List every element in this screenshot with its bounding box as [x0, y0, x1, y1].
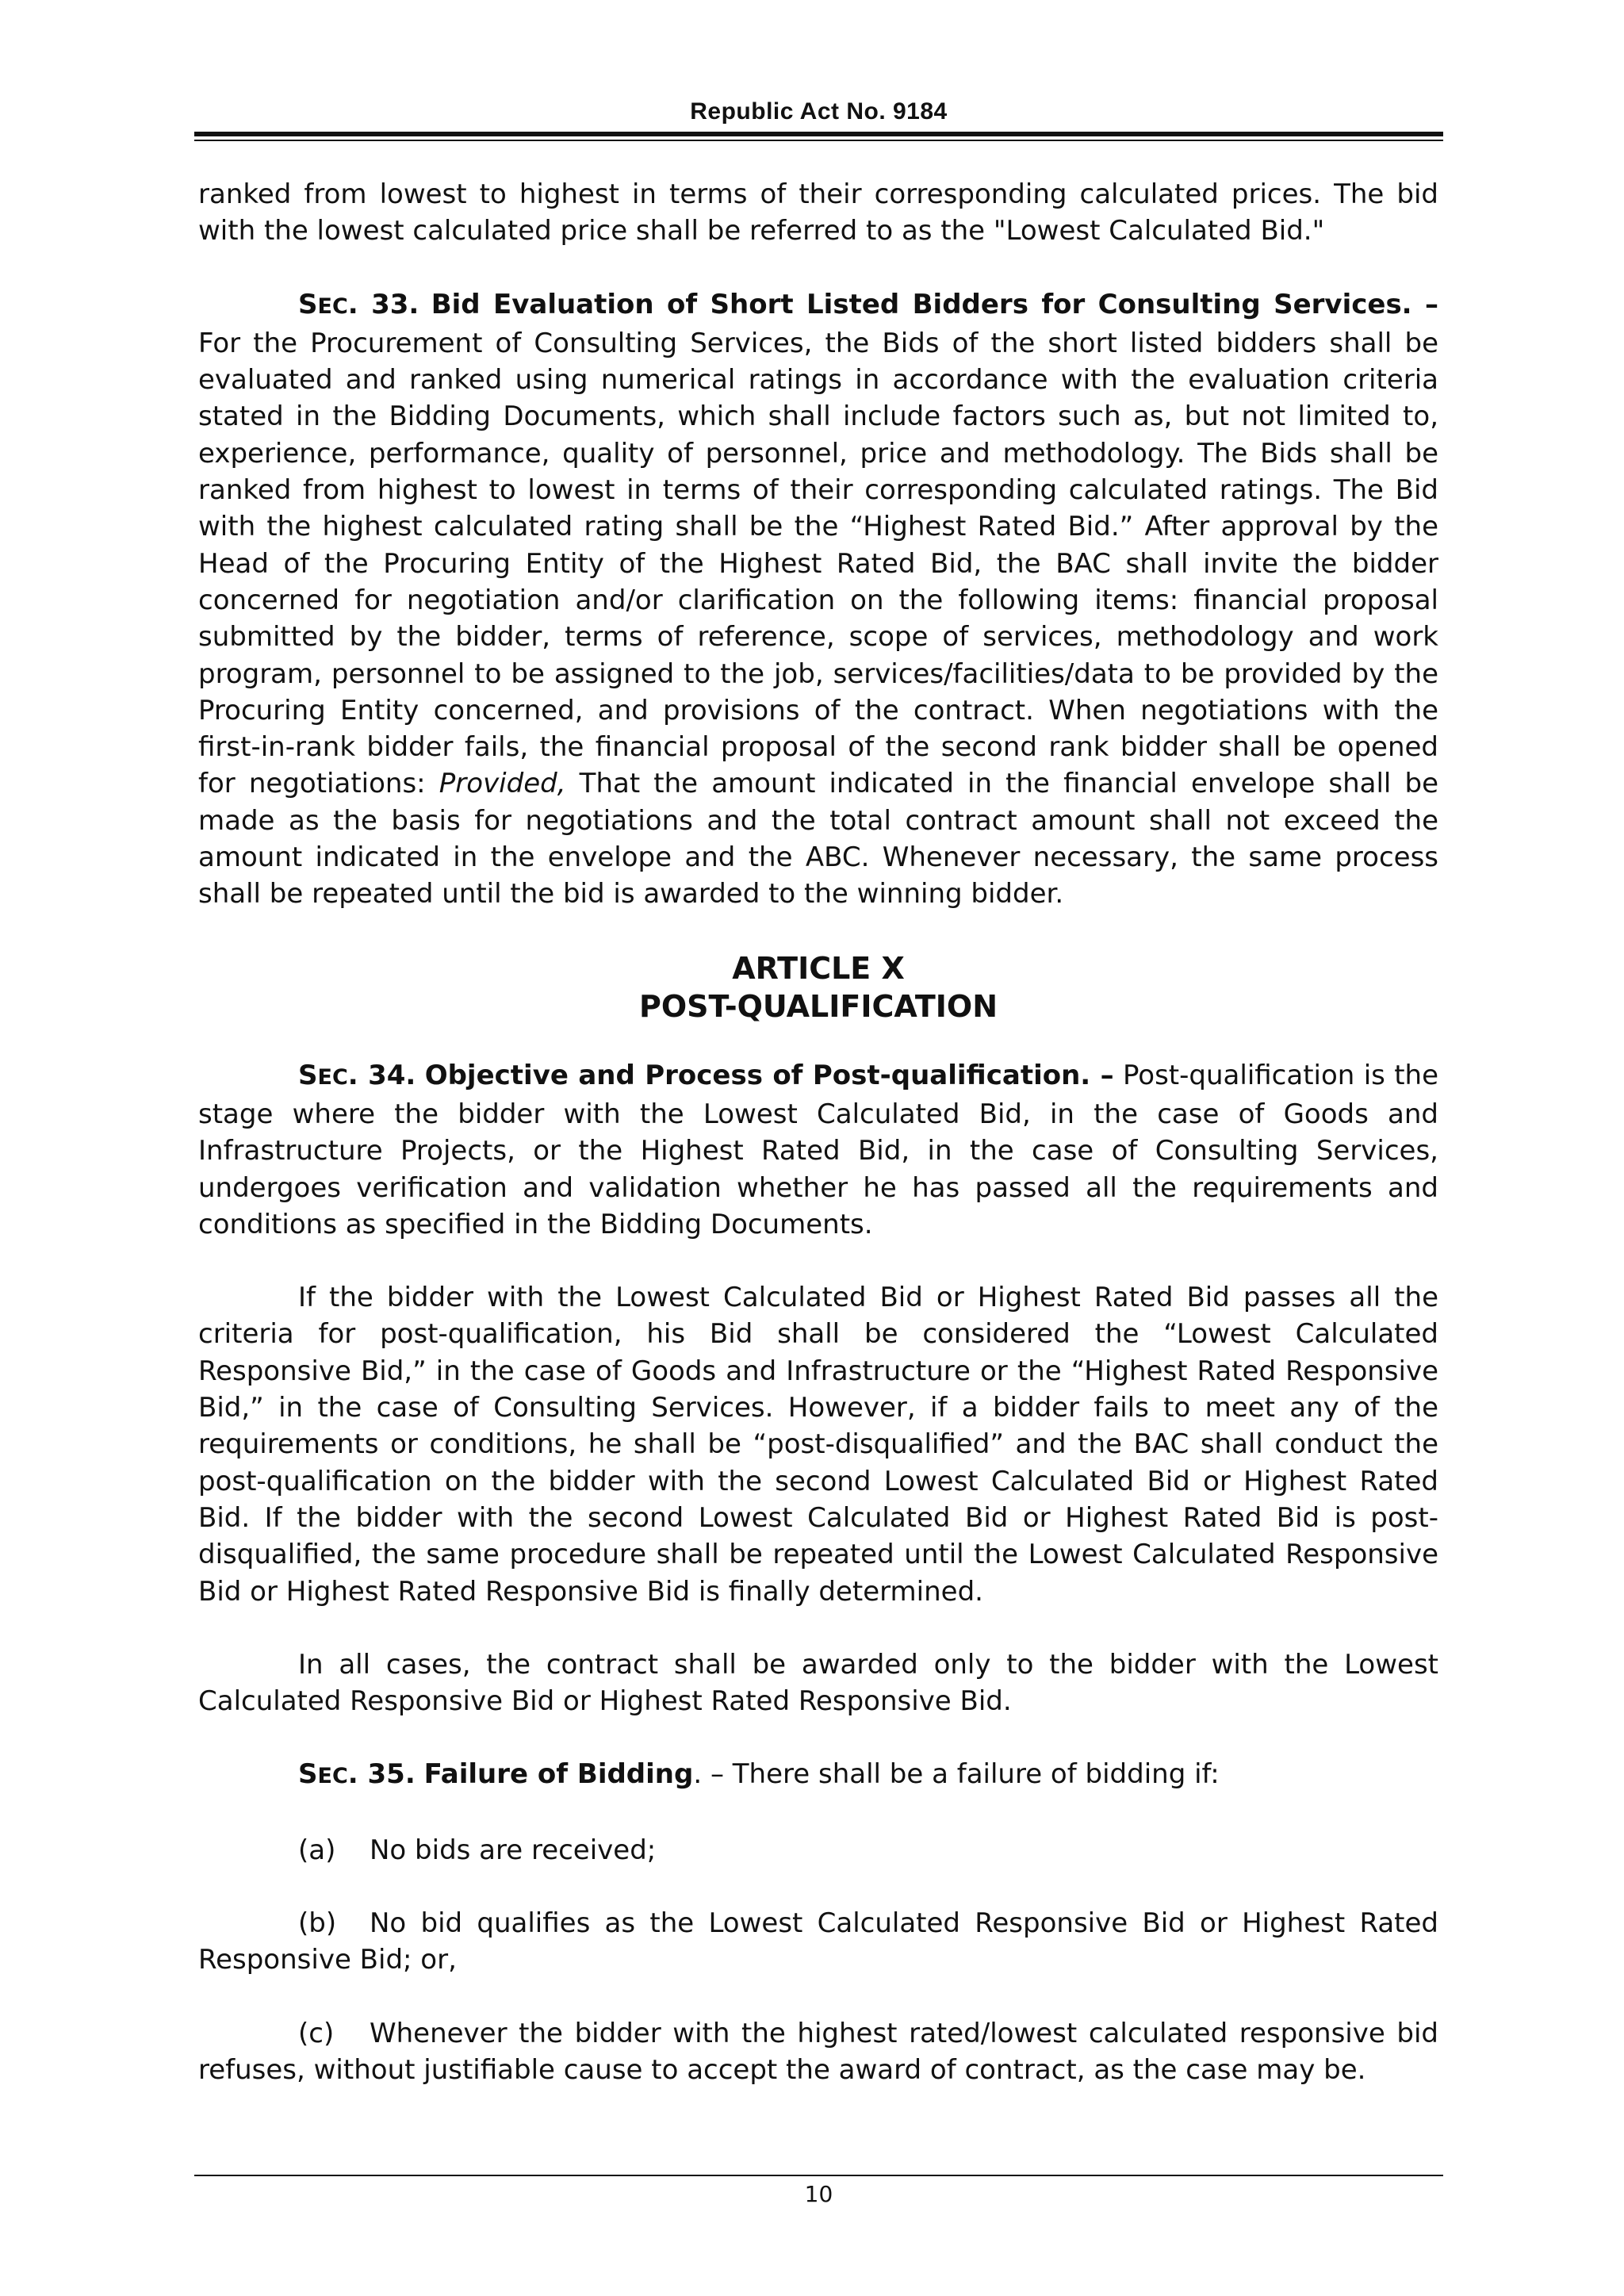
section-34-paragraph: [198, 1057, 1438, 1243]
list-item: [198, 1905, 1438, 1979]
section-35-paragraph: [198, 1756, 1438, 1795]
page-content: [198, 176, 1438, 2125]
footer-rule: [194, 2175, 1443, 2176]
section-33-title: Bid Evaluation of Short Listed Bidders for Consulting Services. –: [431, 288, 1438, 320]
header-title: Republic Act No. 9184: [690, 98, 948, 125]
header-rule: [194, 132, 1443, 136]
section-33-label: SEC. 33.: [298, 288, 419, 320]
article-number: ARTICLE X: [732, 950, 905, 986]
section-34-paragraph-2: If the bidder with the Lowest Calculated Bid or Highest Rated Bid passes all the criteria for post-qualification, his Bid shall be considered the “Lowest Calculated Responsive Bid,” in the case of Goods and Infrastructure or the “Highest Rated Responsive Bid,” in the case of Consulting Services. However, if a bidder fails to meet any of the requirements or conditions, he shall be “post-disqualified” and the BAC shall conduct the post-qualification on the bidder with the second Lowest Calculated Bid or Highest Rated Bid. If the bidder with the second Lowest Calculated Bid or Highest Rated Bid is post-disqualified, the same procedure shall be repeated until the Lowest Calculated Responsive Bid or Highest Rated Responsive Bid is finally determined.: [198, 1282, 1438, 1608]
header-rule-secondary: [194, 140, 1443, 141]
section-35-text: . – There shall be a failure of bidding if:: [693, 1758, 1220, 1791]
section-33-paragraph: [198, 286, 1438, 913]
article-heading: [198, 949, 1438, 1025]
list-item: [198, 2015, 1438, 2089]
section-34-label: SEC. 34.: [298, 1059, 416, 1091]
proviso-term: Provided,: [439, 768, 566, 800]
list-item: [198, 1832, 1438, 1869]
section-33-text: For the Procurement of Consulting Services, the Bids of the short listed bidders shall be evaluated and ranked using numerical ratings in accordance with the evaluation criteria stated in the Bidding Documents, which shall include factors such as, but not limited to, experience, performance, quality of personnel, price and methodology. The Bids shall be ranked from highest to lowest in terms of their corresponding calculated ratings. The Bid with the highest calculated rating shall be the “Highest Rated Bid.” After approval by the Head of the Procuring Entity of the Highest Rated Bid, the BAC shall invite the bidder concerned for negotiation and/or clarification on the following items: financial proposal submitted by the bidder, terms of reference, scope of services, methodology and work program, personnel to be assigned to the job, services/facilities/data to be provided by the Procuring Entity concerned, and provisions of the contract. When negotiations with the first-in-rank bidder fails, the financial proposal of the second rank bidder shall be opened for negotiations:: [198, 327, 1438, 800]
intro-paragraph: ranked from lowest to highest in terms of their corresponding calculated prices. The bid with the lowest calculated price shall be referred to as the "Lowest Calculated Bid.": [198, 178, 1438, 247]
list-item-label: (c): [298, 2017, 335, 2049]
section-35-title: Failure of Bidding: [423, 1758, 694, 1791]
section-34-title: Objective and Process of Post-qualification. –: [424, 1059, 1114, 1091]
list-item-label: (a): [298, 1834, 336, 1866]
page-number: 10: [804, 2181, 833, 2207]
list-item-text: No bid qualifies as the Lowest Calculated Responsive Bid or Highest Rated Responsive Bid; or,: [198, 1907, 1438, 1976]
list-item-text: Whenever the bidder with the highest rated/lowest calculated responsive bid refuses, without justifiable cause to accept the award of contract, as the case may be.: [198, 2017, 1438, 2086]
article-title: POST-QUALIFICATION: [639, 988, 998, 1024]
section-34-paragraph-3: In all cases, the contract shall be awarded only to the bidder with the Lowest Calculated Responsive Bid or Highest Rated Responsive Bid.: [198, 1648, 1438, 1718]
section-33-text-continued: That the amount indicated in the financial envelope shall be made as the basis for negotiations and the total contract amount shall not exceed the amount indicated in the envelope and the ABC. Whenever necessary, the same process shall be repeated until the bid is awarded to the winning bidder.: [198, 768, 1438, 910]
section-35-label: SEC. 35.: [298, 1758, 416, 1791]
list-item-label: (b): [298, 1907, 337, 1939]
section-34-text: Post-qualification is the stage where the bidder with the Lowest Calculated Bid, in the case of Goods and Infrastructure Projects, or the Highest Rated Bid, in the case of Consulting Services, undergoes verification and validation whether he has passed all the requirements and conditions as specified in the Bidding Documents.: [198, 1059, 1439, 1240]
list-item-text: No bids are received;: [370, 1834, 657, 1866]
